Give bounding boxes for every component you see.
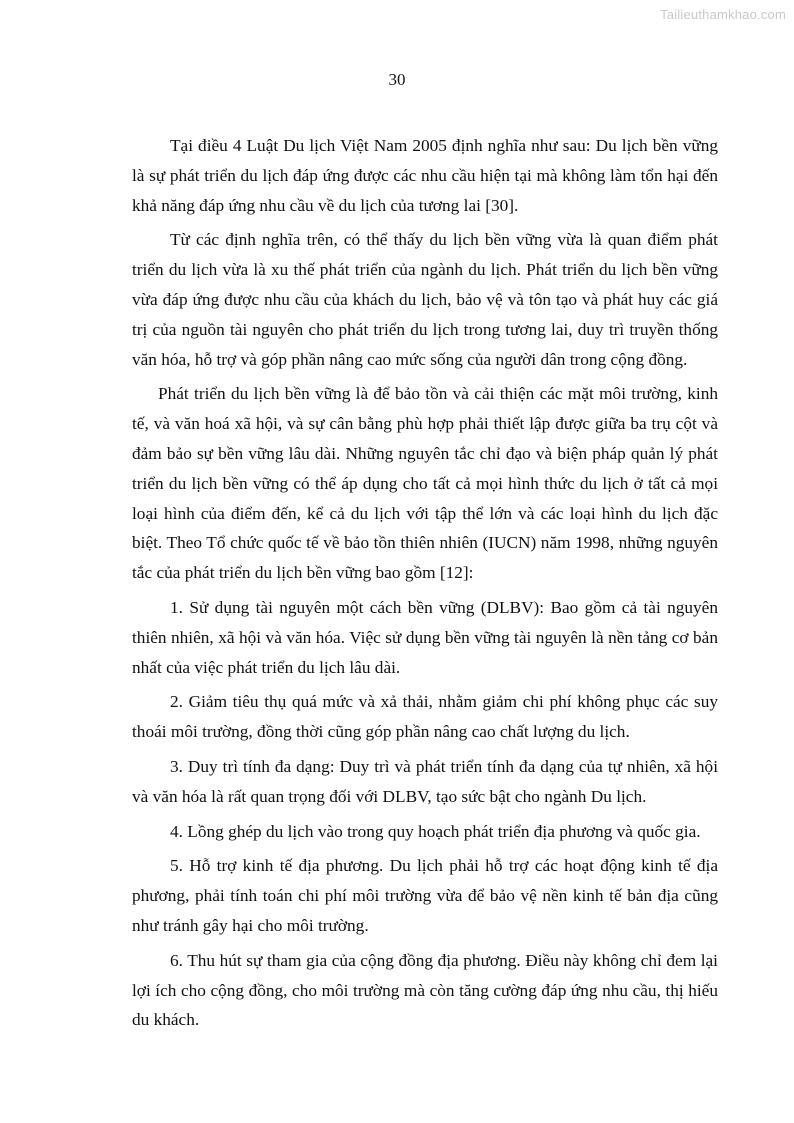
paragraph-principles-intro: Phát triển du lịch bền vững là để bảo tồn và cải thiện các mặt môi trường, kinh tế, và văn hoá xã hội, và sự cân bằng phù hợp phải thiết lập được giữa ba trụ cột và đảm bảo sự bền vững lâu dài. Những nguyên tắc chỉ đạo và biện pháp quản lý phát triển du lịch bền vững có thể áp dụng cho tất cả mọi hình thức du lịch ở tất cả mọi loại hình của điểm đến, kể cả du lịch với tập thể lớn và các loại hình du lịch đặc biệt. Theo Tổ chức quốc tế về bảo tồn thiên nhiên (IUCN) năm 1998, những nguyên tắc của phát triển du lịch bền vững bao gồm [12]: — [132, 384, 718, 583]
list-item-principle-3: 3. Duy trì tính đa dạng: Duy trì và phát triển tính đa dạng của tự nhiên, xã hội và văn hóa là rất quan trọng đối với DLBV, tạo sức bật cho ngành Du lịch. — [132, 756, 718, 806]
list-item-principle-1: 1. Sử dụng tài nguyên một cách bền vững (DLBV): Bao gồm cả tài nguyên thiên nhiên, xã hội và văn hóa. Việc sử dụng bền vững tài nguyên là nền tảng cơ bản nhất của việc phát triển du lịch lâu dài. — [132, 597, 718, 677]
paragraph-viewpoint: Từ các định nghĩa trên, có thể thấy du lịch bền vững vừa là quan điểm phát triển du lịch vừa là xu thế phát triển của ngành du lịch. Phát triển du lịch bền vững vừa đáp ứng được nhu cầu của khách du lịch, bảo vệ và tôn tạo và phát huy các giá trị của nguồn tài nguyên cho phát triển du lịch trong tương lai, duy trì truyền thống văn hóa, hỗ trợ và góp phần nâng cao mức sống của người dân trong cộng đồng. — [132, 230, 718, 369]
paragraph-definition: Tại điều 4 Luật Du lịch Việt Nam 2005 định nghĩa như sau: Du lịch bền vững là sự phát triển du lịch đáp ứng được các nhu cầu hiện tại mà không làm tổn hại đến khả năng đáp ứng nhu cầu về du lịch của tương lai [30]. — [132, 136, 718, 215]
list-item-principle-2: 2. Giảm tiêu thụ quá mức và xả thải, nhằm giảm chi phí không phục các suy thoái môi trường, đồng thời cũng góp phần nâng cao chất lượng du lịch. — [132, 692, 718, 742]
page-number: 30 — [388, 70, 406, 89]
list-item-principle-5: 5. Hỗ trợ kinh tế địa phương. Du lịch phải hỗ trợ các hoạt động kinh tế địa phương, phải tính toán chi phí môi trường vừa để bảo vệ nền kinh tế bản địa cũng như tránh gây hại cho môi trường. — [132, 856, 718, 935]
list-item-principle-6: 6. Thu hút sự tham gia của cộng đồng địa phương. Điều này không chỉ đem lại lợi ích cho cộng đồng, cho môi trường mà còn tăng cường đáp ứng nhu cầu, thị hiếu du khách. — [132, 950, 718, 1030]
list-item-principle-4: 4. Lồng ghép du lịch vào trong quy hoạch phát triển địa phương và quốc gia. — [170, 821, 701, 841]
watermark: Tailieuthamkhao.com — [660, 7, 786, 22]
document-body — [132, 131, 718, 1040]
